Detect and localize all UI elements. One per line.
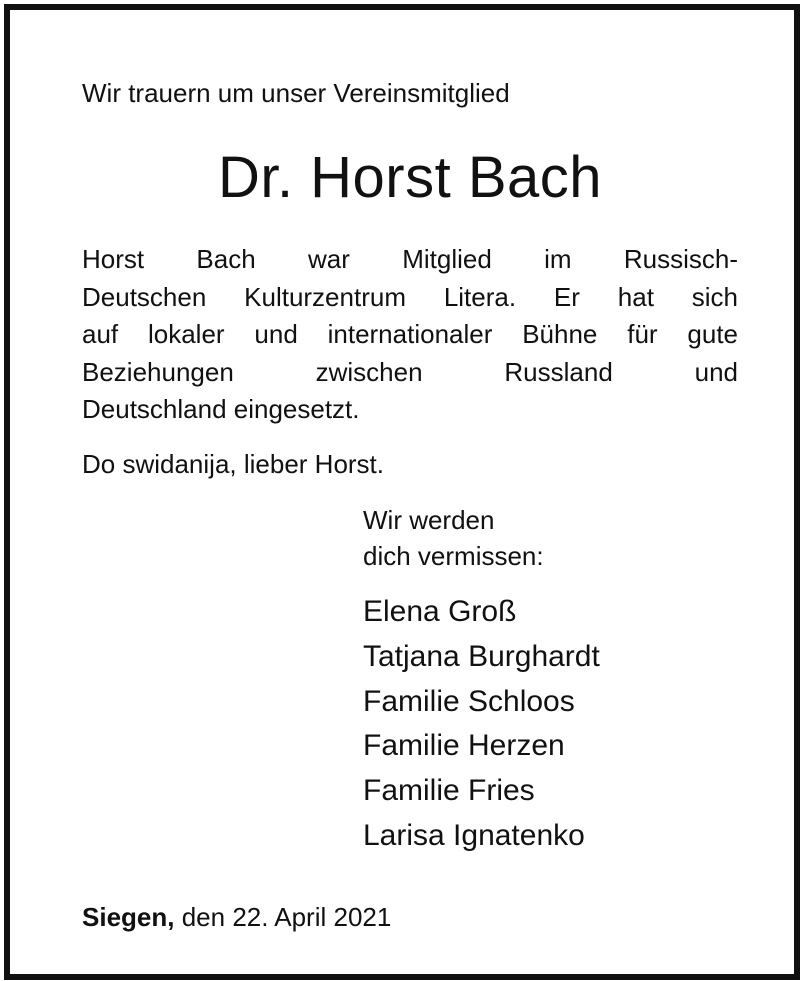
biography-line: Deutschen Kulturzentrum Litera. Er hat sich (82, 281, 738, 312)
signatory-name: Familie Herzen (363, 729, 565, 763)
farewell-text: Do swidanija, lieber Horst. (82, 449, 385, 479)
signatory-name: Familie Fries (363, 774, 535, 808)
biography-line: Deutschland eingesetzt. (82, 394, 360, 424)
biography-line: Beziehungen zwischen Russland und (82, 356, 738, 387)
biography-paragraph (82, 241, 738, 429)
signatory-name: Larisa Ignatenko (363, 818, 585, 852)
miss-you-text (363, 502, 544, 574)
biography-line: Horst Bach war Mitglied im Russisch- (82, 244, 738, 274)
signatory-name: Tatjana Burghardt (363, 639, 600, 673)
signatory-name: Familie Schloos (363, 684, 575, 718)
signatory-list (363, 590, 600, 859)
miss-you-line: dich vermissen: (363, 541, 544, 571)
place-date-line (82, 900, 391, 934)
deceased-name: Dr. Horst Bach (217, 145, 603, 210)
intro-text: Wir trauern um unser Vereinsmitglied (82, 78, 510, 108)
signatory-name: Elena Groß (363, 595, 517, 628)
place-name: Siegen, (82, 902, 175, 932)
obituary-frame (4, 4, 800, 980)
biography-line: auf lokaler und internationaler Bühne für gute (82, 319, 738, 349)
date-text: den 22. April 2021 (181, 902, 392, 932)
miss-you-line: Wir werden (363, 505, 495, 535)
